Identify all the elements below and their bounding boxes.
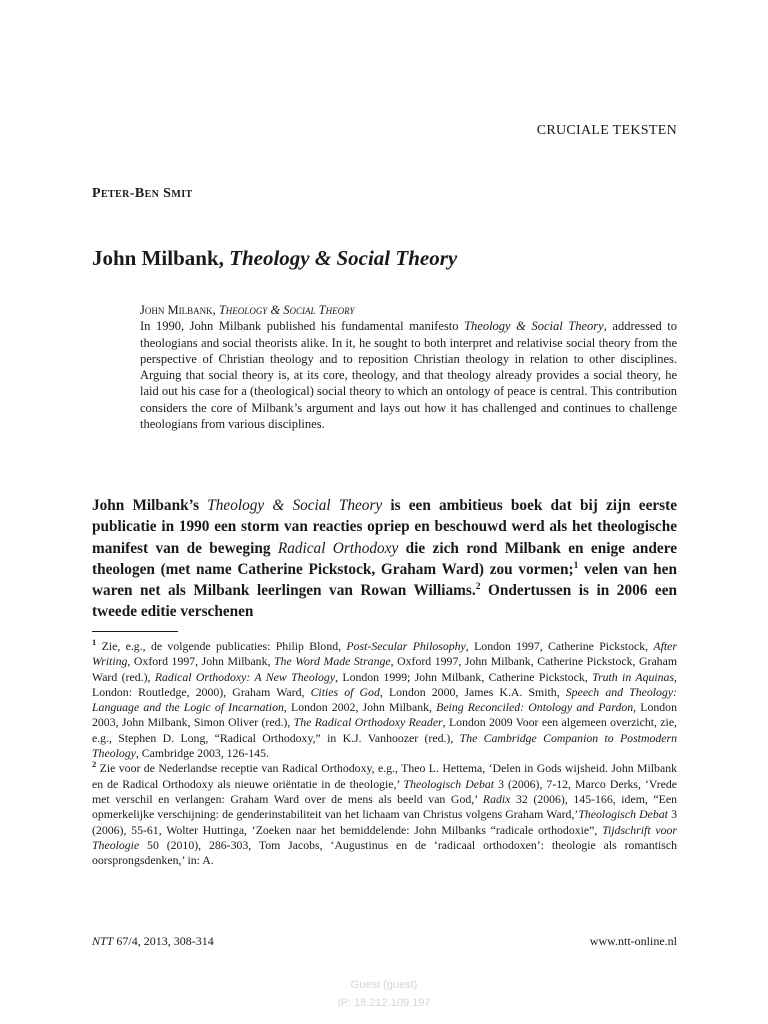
footnote-text: , Oxford 1997, John Milbank,: [127, 654, 274, 669]
abstract-heading-author: John Milbank,: [140, 303, 216, 317]
footnote-cited-title: Theologisch Debat: [403, 776, 495, 791]
title-work: Theology & Social Theory: [229, 246, 458, 270]
footnote-cited-title: Cities of God: [310, 684, 380, 699]
footnote-text: 32 (2006), 145-166, idem, “Een opmerkelijke verschijning: de genderinstabiliteit van het lichaam van Christus volgens Graham Ward,’: [92, 791, 677, 822]
footnote-text: 50 (2010), 286-303, Tom Jacobs, ‘Augustinus en de ‘radicaal orthodoxen’: theologie als romantisch oorsprongsdenken,’ in: A.: [92, 837, 677, 868]
footnote-text: , London 1997, Catherine Pickstock,: [465, 639, 654, 653]
body-movement-name: Radical Orthodoxy: [277, 539, 399, 557]
body-text-part: John Milbank’s: [92, 497, 200, 514]
footnote-number: 2: [92, 759, 97, 770]
footnote-text: , London 2009 Voor een algemeen overzicht, zie, e.g., Stephen D. Long, “Radical Orthodoxy,” in K.J. Vanhoozer (red.),: [92, 715, 678, 745]
footnote-text: , London 2000, James K.A. Smith,: [379, 684, 566, 699]
footnote-ref-2[interactable]: 2: [475, 582, 481, 593]
abstract-text-part: , addressed to theologians and social theorists alike. In it, he sought to both interpret and relativise social theory from the perspective of Christian theology and to reposition Christian theology in relation to other disciplines. Arguing that social theory is, at its core, theology, and that theology already provides a social theory, he laid out his case for a (theological) social theory to which an ontology of peace is central. This contribution considers the core of Milbank’s argument and lays out how it has challenged and continues to challenge theologians from various disciplines.: [140, 319, 677, 432]
watermark-ip: IP: 18.212.109.197: [337, 997, 431, 1009]
body-work-title: Theology & Social Theory: [207, 497, 383, 514]
footnotes: [92, 639, 677, 868]
journal-url[interactable]: www.ntt-online.nl: [589, 934, 677, 948]
footnote-number: 1: [92, 637, 97, 648]
footnote-cited-title: The Cambridge Companion to Postmodern Theology: [92, 730, 677, 761]
watermark-guest: Guest (guest): [350, 979, 418, 991]
abstract-heading-work: Theology & Social Theory: [218, 303, 355, 317]
abstract-heading: [140, 302, 677, 318]
footnote-ref-1[interactable]: 1: [573, 560, 579, 571]
paper-page: [92, 0, 677, 1024]
footnote-text: , London 2002, John Milbank,: [283, 700, 437, 715]
article-author: Peter-Ben Smit: [92, 186, 193, 201]
footnote-cited-title: Theologisch Debat: [578, 807, 668, 822]
body-text-part: is een ambitieus boek dat bij zijn eerste publicatie in 1990 een storm van reacties opriep en beschouwd werd als het theologische manifest van de beweging: [92, 497, 678, 557]
footnote-cited-title: Radical Orthodoxy: A New Theology: [154, 669, 336, 684]
abstract: [140, 302, 677, 432]
footnote-text: 3 (2006), 55-61, Wolter Huttinga, ‘Zoeken naar het bemiddelende: John Milbanks “radicale orthodoxie”,: [92, 807, 677, 837]
footnote-cited-title: Being Reconciled: Ontology and Pardon: [436, 700, 634, 715]
footnote-text: , London: Routledge, 2000), Graham Ward,: [92, 669, 677, 699]
footnote-text: Zie, e.g., de volgende publicaties: Philip Blond,: [96, 639, 347, 653]
footnote-2: [92, 761, 677, 868]
footnote-cited-title: The Radical Orthodoxy Reader: [293, 715, 443, 730]
footnote-cited-title: The Word Made Strange: [273, 654, 391, 669]
journal-name: NTT: [92, 934, 114, 948]
title-author: John Milbank,: [92, 246, 224, 270]
abstract-text: [140, 318, 677, 432]
footnote-divider: [92, 631, 178, 632]
footnote-text: Zie voor de Nederlandse receptie van Radical Orthodoxy, e.g., Theo L. Hettema, ‘Delen in Gods wijsheid. John Milbank en de Radical Orthodoxy als nieuwe oriëntatie in de theologie,’: [92, 761, 677, 791]
footnote-cited-title: Truth in Aquinas: [592, 669, 675, 684]
abstract-text-part: In 1990, John Milbank published his fundamental manifesto: [140, 319, 459, 334]
footnote-1: [92, 639, 677, 761]
footnote-text: 3 (2006), 7-12, Marco Derks, ‘Vrede met verschil en verlangen: Graham Ward over de mens als beeld van God,’: [92, 776, 677, 806]
body-text-part: Ondertussen is in 2006 een tweede editie verschenen: [92, 582, 678, 621]
body-paragraph: [92, 495, 677, 623]
body-text-part: die zich rond Milbank en enige andere theologen (met name Catherine Pickstock, Graham Ward) zou vormen;: [92, 539, 678, 578]
footnote-text: , London 2003, John Milbank, Simon Oliver (red.),: [92, 700, 677, 730]
journal-issue: 67/4, 2013, 308-314: [113, 934, 214, 948]
footnote-cited-title: Speech and Theology: Language and the Logic of Incarnation: [92, 684, 677, 715]
footnote-cited-title: Tijdschrift voor Theologie: [92, 822, 677, 852]
footnote-cited-title: Post-Secular Philosophy: [346, 639, 466, 653]
footnote-text: , London 1999; John Milbank, Catherine Pickstock,: [335, 669, 593, 684]
footnote-text: , Oxford 1997, John Milbank, Catherine Pickstock, Graham Ward (red.),: [92, 654, 677, 684]
body-text-part: velen van hen waren net als Milbank leerlingen van Rowan Williams.: [92, 560, 677, 600]
section-label: CRUCIALE TEKSTEN: [536, 123, 677, 138]
footnote-cited-title: After Writing: [92, 639, 677, 669]
footnote-text: , Cambridge 2003, 126-145.: [135, 746, 269, 761]
abstract-work-title: Theology & Social Theory: [464, 319, 604, 334]
journal-citation: [92, 934, 214, 949]
footnote-cited-title: Radix: [482, 791, 511, 806]
article-title: [92, 246, 457, 271]
